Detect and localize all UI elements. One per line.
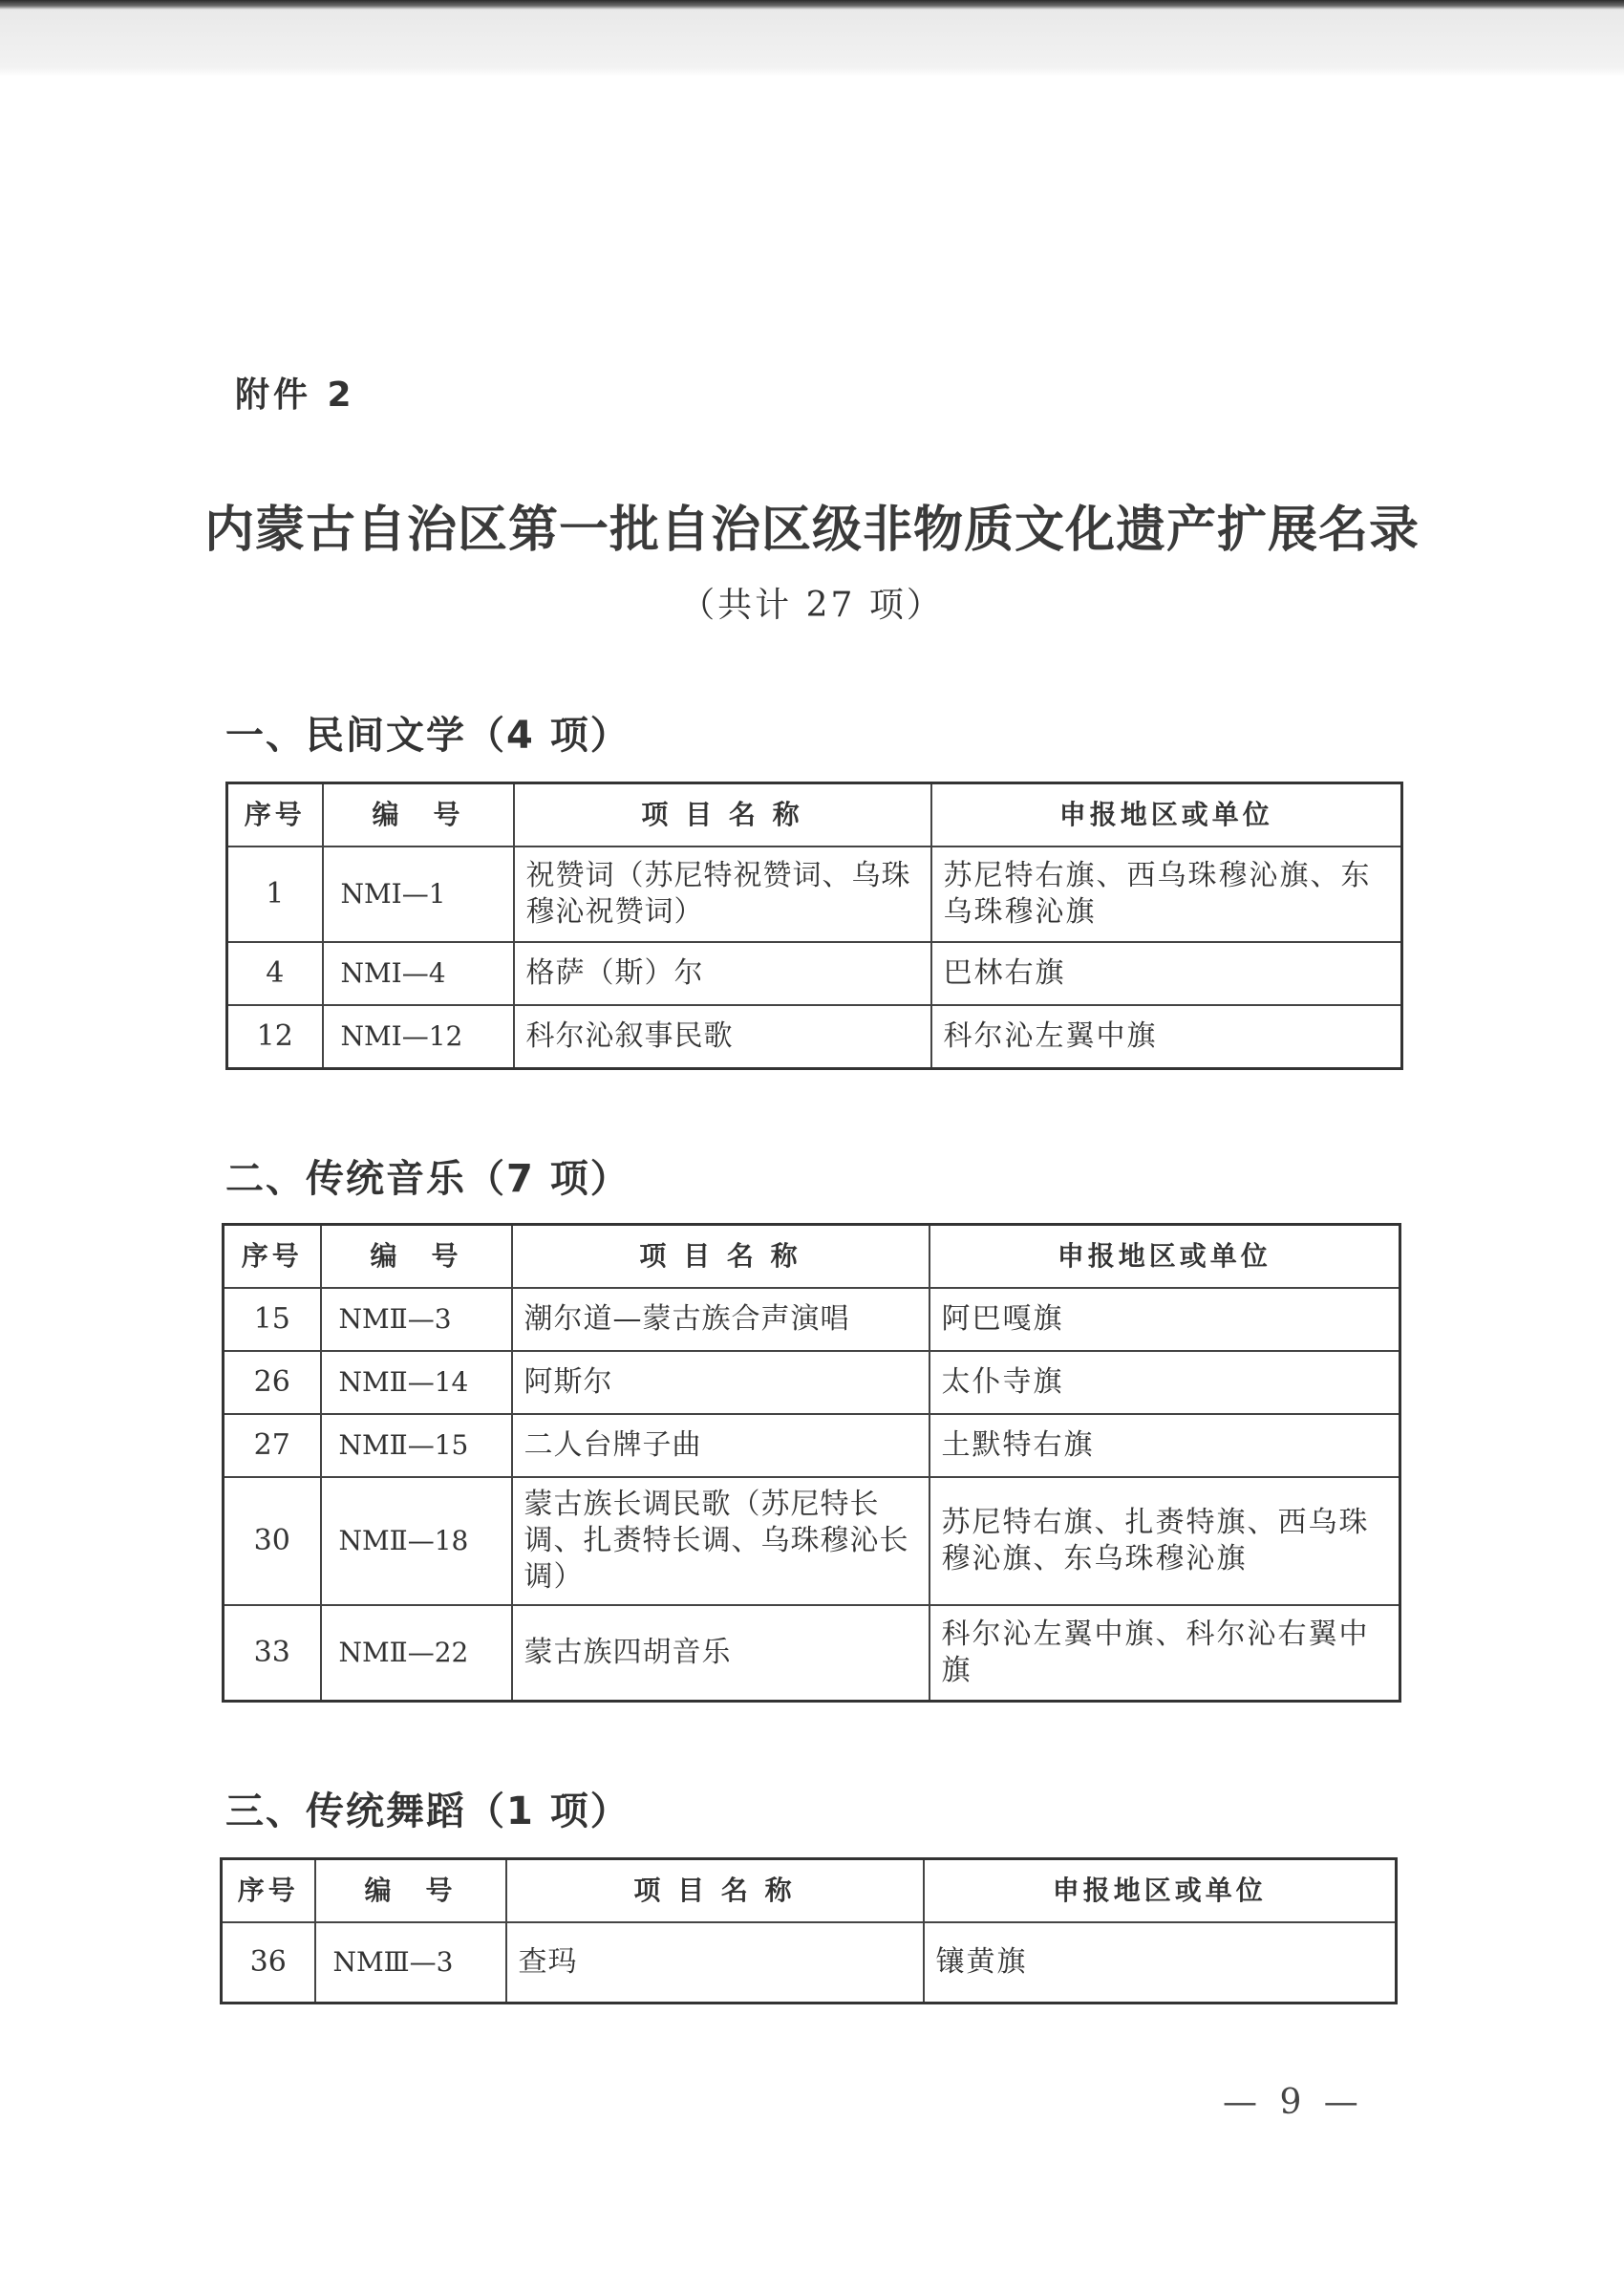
cell-name: 潮尔道—蒙古族合声演唱 (512, 1288, 930, 1351)
header-region: 申报地区或单位 (930, 1225, 1400, 1289)
header-seq: 序号 (222, 1859, 315, 1923)
scanner-edge (0, 0, 1624, 76)
header-seq: 序号 (224, 1225, 321, 1289)
section-heading-folk-literature: 一、民间文学（4 项） (225, 714, 630, 758)
cell-region: 镶黄旗 (924, 1922, 1397, 2003)
cell-region: 苏尼特右旗、西乌珠穆沁旗、东乌珠穆沁旗 (931, 846, 1402, 942)
header-name: 项 目 名 称 (514, 783, 931, 847)
cell-region: 科尔沁左翼中旗 (931, 1005, 1402, 1068)
header-code: 编 号 (315, 1859, 506, 1923)
cell-name: 格萨（斯）尔 (514, 942, 931, 1005)
header-seq: 序号 (227, 783, 323, 847)
cell-code: NMⅠ—4 (323, 942, 514, 1005)
cell-name: 查玛 (506, 1922, 924, 2003)
cell-region: 土默特右旗 (930, 1414, 1400, 1477)
header-code: 编 号 (321, 1225, 512, 1289)
section-heading-traditional-dance: 三、传统舞蹈（1 项） (225, 1789, 630, 1833)
table-row (227, 1005, 1402, 1068)
cell-name: 祝赞词（苏尼特祝赞词、乌珠穆沁祝赞词） (514, 846, 931, 942)
table-row (222, 1922, 1397, 2003)
cell-name: 蒙古族四胡音乐 (512, 1605, 930, 1701)
document-title: 内蒙古自治区第一批自治区级非物质文化遗产扩展名录 (203, 501, 1420, 559)
cell-seq: 12 (227, 1005, 323, 1068)
cell-code: NMⅡ—18 (321, 1477, 512, 1605)
cell-name: 二人台牌子曲 (512, 1414, 930, 1477)
table-row (224, 1605, 1400, 1701)
page-number: — 9 — (1223, 2083, 1364, 2122)
table-header-row (222, 1859, 1397, 1923)
cell-region: 太仆寺旗 (930, 1351, 1400, 1414)
cell-seq: 1 (227, 846, 323, 942)
header-region: 申报地区或单位 (924, 1859, 1397, 1923)
header-code: 编 号 (323, 783, 514, 847)
cell-region: 苏尼特右旗、扎赉特旗、西乌珠穆沁旗、东乌珠穆沁旗 (930, 1477, 1400, 1605)
cell-code: NMⅢ—3 (315, 1922, 506, 2003)
cell-name: 蒙古族长调民歌（苏尼特长调、扎赉特长调、乌珠穆沁长调） (512, 1477, 930, 1605)
cell-seq: 36 (222, 1922, 315, 2003)
document-subtitle: （共计 27 项） (680, 586, 944, 625)
table-row (224, 1414, 1400, 1477)
cell-seq: 15 (224, 1288, 321, 1351)
cell-name: 科尔沁叙事民歌 (514, 1005, 931, 1068)
cell-region: 科尔沁左翼中旗、科尔沁右翼中旗 (930, 1605, 1400, 1701)
cell-region: 阿巴嘎旗 (930, 1288, 1400, 1351)
header-name: 项 目 名 称 (512, 1225, 930, 1289)
table-header-row (227, 783, 1402, 847)
cell-code: NMⅡ—22 (321, 1605, 512, 1701)
cell-seq: 26 (224, 1351, 321, 1414)
table-row (224, 1477, 1400, 1605)
cell-seq: 4 (227, 942, 323, 1005)
cell-code: NMⅠ—1 (323, 846, 514, 942)
cell-seq: 27 (224, 1414, 321, 1477)
table-header-row (224, 1225, 1400, 1289)
header-name: 项 目 名 称 (506, 1859, 924, 1923)
cell-code: NMⅡ—3 (321, 1288, 512, 1351)
attachment-label: 附件 2 (235, 375, 355, 415)
table-row (224, 1288, 1400, 1351)
cell-code: NMⅡ—15 (321, 1414, 512, 1477)
section-heading-traditional-music: 二、传统音乐（7 项） (225, 1157, 630, 1201)
table-folk-literature (225, 782, 1403, 1070)
table-traditional-dance (220, 1857, 1398, 2004)
table-row (227, 846, 1402, 942)
cell-name: 阿斯尔 (512, 1351, 930, 1414)
cell-seq: 33 (224, 1605, 321, 1701)
cell-code: NMⅡ—14 (321, 1351, 512, 1414)
cell-code: NMⅠ—12 (323, 1005, 514, 1068)
header-region: 申报地区或单位 (931, 783, 1402, 847)
table-row (227, 942, 1402, 1005)
cell-region: 巴林右旗 (931, 942, 1402, 1005)
cell-seq: 30 (224, 1477, 321, 1605)
table-traditional-music (222, 1223, 1401, 1703)
table-row (224, 1351, 1400, 1414)
